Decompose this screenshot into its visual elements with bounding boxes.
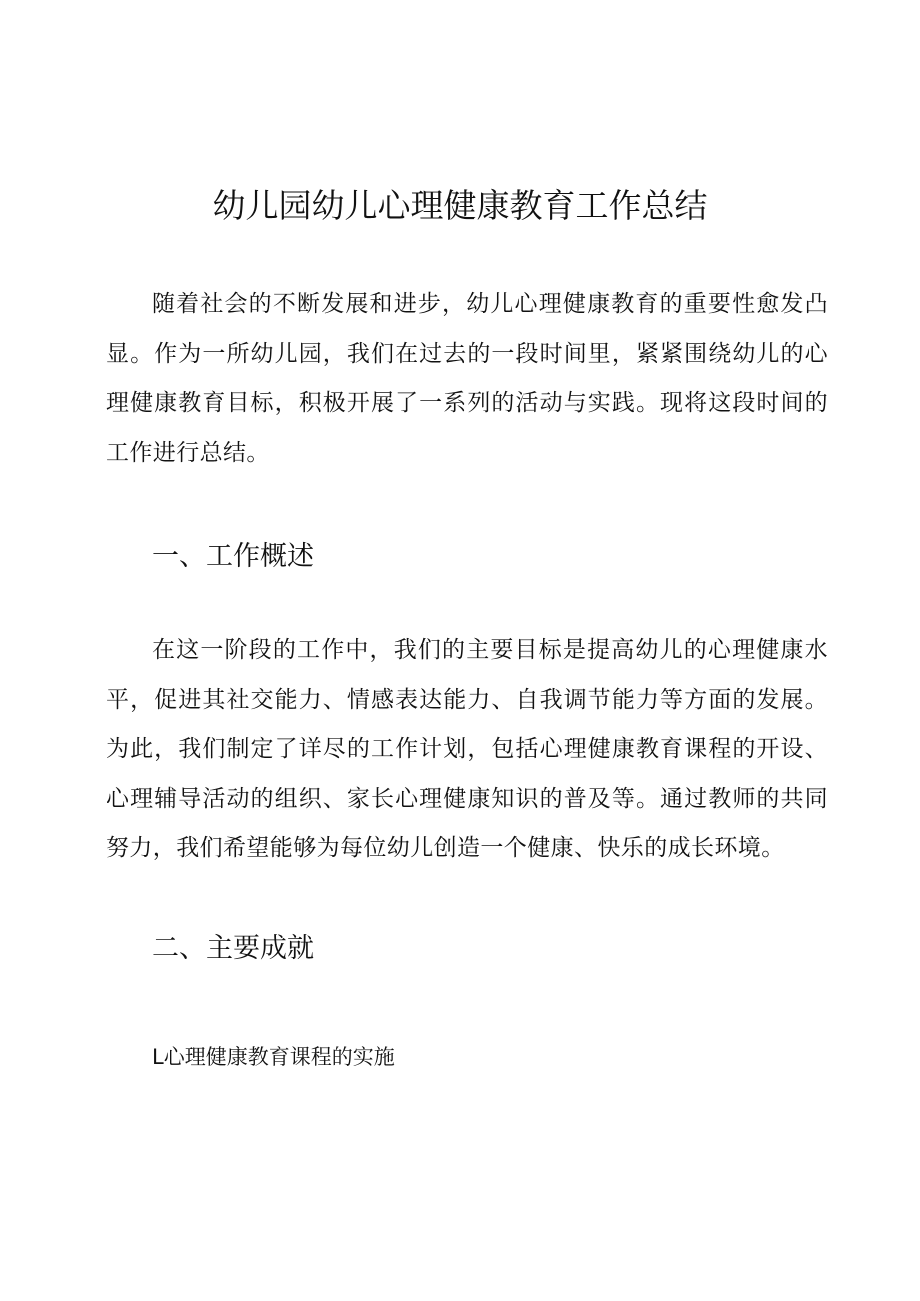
section-heading-achievements: 二、主要成就 [152,933,314,964]
subsection-heading-curriculum: L心理健康教育课程的实施 [152,1045,395,1069]
section-heading-overview: 一、工作概述 [152,541,314,572]
document-title: 幼儿园幼儿心理健康教育工作总结 [212,186,708,225]
intro-paragraph: 随着社会的不断发展和进步，幼儿心理健康教育的重要性愈发凸显。作为一所幼儿园，我们在过去的一段时间里，紧紧围绕幼儿的心理健康教育目标，积极开展了一系列的活动与实践。现将这段时间的工作进行总结。 [106,291,828,466]
section-body-overview: 在这一阶段的工作中，我们的主要目标是提高幼儿的心理健康水平，促进其社交能力、情感表达能力、自我调节能力等方面的发展。为此，我们制定了详尽的工作计划，包括心理健康教育课程的开设、心理辅导活动的组织、家长心理健康知识的普及等。通过教师的共同努力，我们希望能够为每位幼儿创造一个健康、快乐的成长环境。 [106,637,828,861]
